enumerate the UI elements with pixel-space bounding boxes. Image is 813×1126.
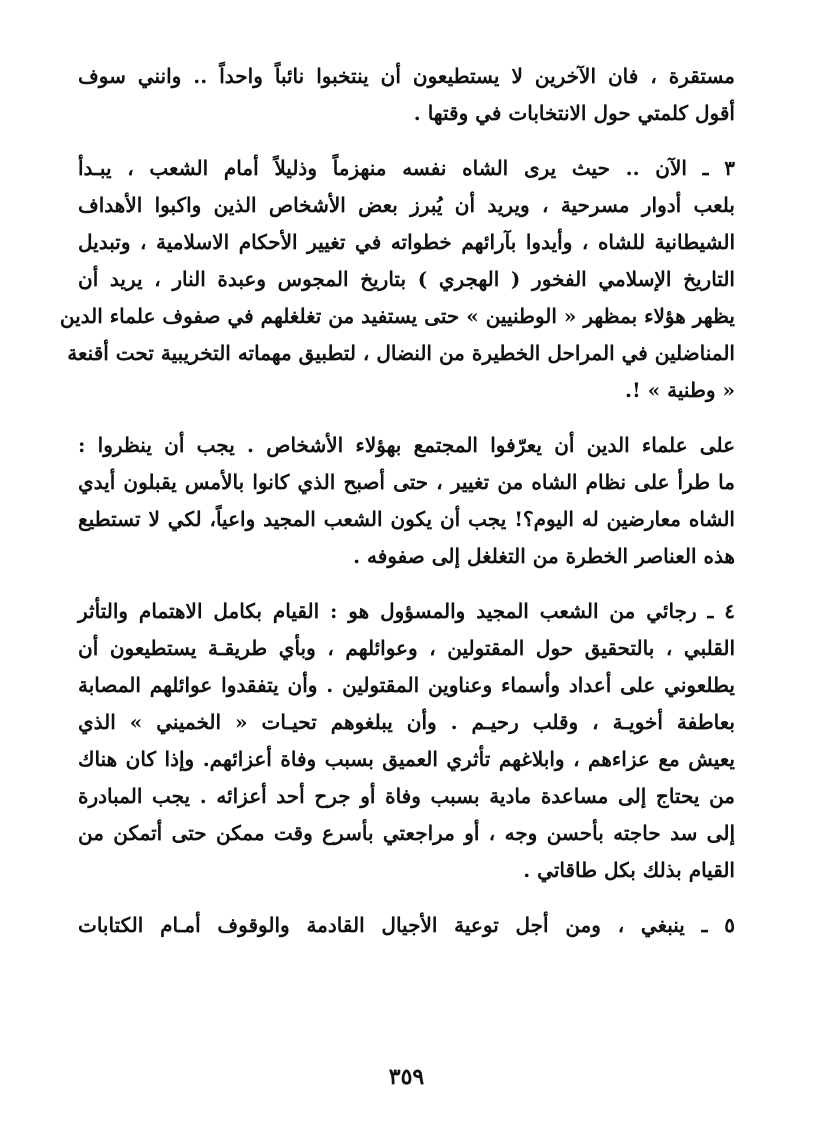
text-line: بلعب أدوار مسرحية ، ويريد أن يُبرز بعض الأشخاص الذين واكبوا الأهداف bbox=[78, 193, 735, 217]
text-line: القيام بذلك بكل طاقاتي . bbox=[523, 858, 735, 882]
paragraph bbox=[78, 593, 735, 889]
text-line: ما طرأ على نظام الشاه من تغيير ، حتى أصبح الذي كانوا بالأمس يقبلون أيدي bbox=[78, 470, 735, 494]
text-line: يظهر هؤلاء بمظهر « الوطنيين » حتى يستفيد من تغلغلهم في صفوف علماء الدين bbox=[59, 304, 735, 328]
text-line: أقول كلمتي حول الانتخابات في وقتها . bbox=[413, 101, 735, 125]
text-line: بعاطفة أخويـة ، وقلب رحيـم . وأن يبلغوهم تحيـات « الخميني » الذي bbox=[78, 710, 735, 734]
text-line: الشاه معارضين له اليوم؟! يجب أن يكون الشعب المجيد واعياً، لكي لا تستطيع bbox=[78, 507, 735, 531]
text-line: على علماء الدين أن يعرّفوا المجتمع بهؤلاء الأشخاص . يجب أن ينظروا : bbox=[78, 433, 735, 457]
text-line: الشيطانية للشاه ، وأيدوا بآرائهم خطواته في تغيير الأحكام الاسلامية ، وتبديل bbox=[78, 230, 735, 254]
paragraph bbox=[78, 58, 735, 132]
text-line: ٥ ـ ينبغي ، ومن أجل توعية الأجيال القادمة والوقوف أمـام الكتابات bbox=[78, 913, 735, 937]
text-line: يعيش مع عزاءهم ، وابلاغهم تأثري العميق بسبب وفاة أعزائهم. وإذا كان هناك bbox=[78, 747, 735, 771]
text-line: القلبي ، بالتحقيق حول المقتولين ، وعوائلهم ، وبأي طريقـة يستطيعون أن bbox=[78, 636, 735, 660]
text-line: مستقرة ، فان الآخرين لا يستطيعون أن ينتخبوا نائباً واحداً .. وانني سوف bbox=[78, 64, 735, 88]
paragraph bbox=[59, 150, 735, 409]
page-body bbox=[59, 58, 735, 962]
text-line: ٤ ـ رجائي من الشعب المجيد والمسؤول هو : القيام بكامل الاهتمام والتأثر bbox=[78, 599, 735, 623]
text-line: هذه العناصر الخطرة من التغلغل إلى صفوفه . bbox=[353, 544, 735, 568]
paragraph bbox=[78, 427, 735, 575]
text-line: المناضلين في المراحل الخطيرة من النضال ، لتطبيق مهماته التخريبية تحت أقنعة bbox=[67, 341, 735, 365]
text-line: من يحتاج إلى مساعدة مادية بسبب وفاة أو جرح أحد أعزائه . يجب المبادرة bbox=[78, 784, 735, 808]
paragraph bbox=[78, 907, 735, 944]
text-line: يطلعوني على أعداد وأسماء وعناوين المقتولين . وأن يتفقدوا عوائلهم المصابة bbox=[78, 673, 735, 697]
text-line: إلى سد حاجته بأحسن وجه ، أو مراجعتي بأسرع وقت ممكن حتى أتمكن من bbox=[78, 821, 735, 845]
text-line: ٣ ـ الآن .. حيث يرى الشاه نفسه منهزماً وذليلاً أمام الشعب ، يبـدأ bbox=[78, 156, 735, 180]
text-line: « وطنية » !. bbox=[625, 378, 735, 402]
text-line: التاريخ الإسلامي الفخور ( الهجري ) بتاريخ المجوس وعبدة النار ، يريد أن bbox=[78, 267, 735, 291]
page-number: ٣٥٩ bbox=[388, 1064, 425, 1090]
